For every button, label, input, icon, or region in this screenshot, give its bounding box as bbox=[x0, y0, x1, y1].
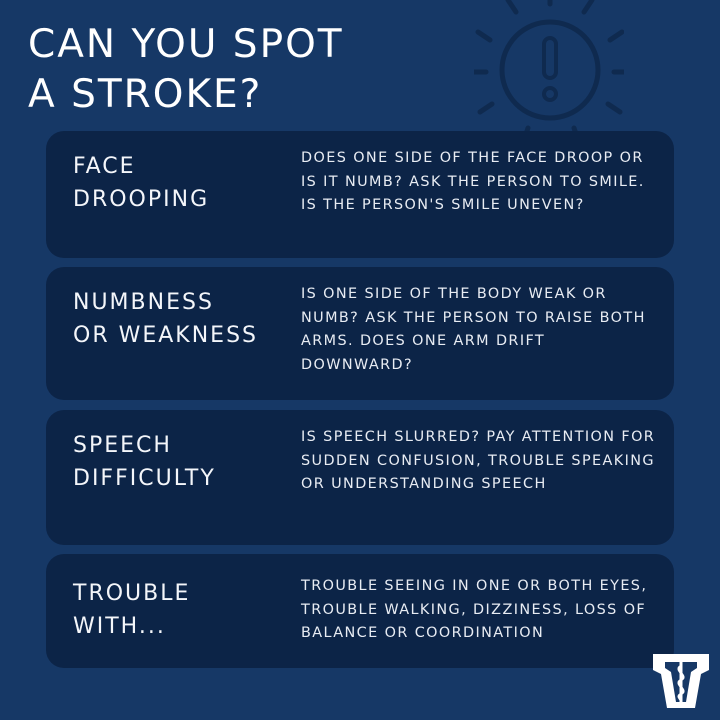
card-heading-line-1: TROUBLE bbox=[73, 581, 191, 606]
card-heading bbox=[73, 150, 273, 216]
title-line-1: CAN YOU SPOT bbox=[28, 22, 344, 67]
symptom-card-speech bbox=[46, 410, 674, 545]
card-heading-line-2: OR WEAKNESS bbox=[73, 323, 259, 348]
card-heading bbox=[73, 429, 273, 495]
symptom-card-face bbox=[46, 131, 674, 258]
page-title bbox=[28, 20, 344, 120]
card-heading-line-1: SPEECH bbox=[73, 433, 172, 458]
title-line-2: A STROKE? bbox=[28, 72, 263, 117]
card-description: IS SPEECH SLURRED? PAY ATTENTION FOR SUDDEN CONFUSION, TROUBLE SPEAKING OR UNDERSTANDING SPEECH bbox=[301, 429, 656, 492]
card-heading-line-1: FACE bbox=[73, 154, 136, 179]
symptom-card-numbness bbox=[46, 267, 674, 400]
card-heading-line-2: DROOPING bbox=[73, 187, 210, 212]
card-description: TROUBLE SEEING IN ONE OR BOTH EYES, TROUBLE WALKING, DIZZINESS, LOSS OF BALANCE OR COORDINATION bbox=[301, 578, 648, 641]
card-description: IS ONE SIDE OF THE BODY WEAK OR NUMB? ASK THE PERSON TO RAISE BOTH ARMS. DOES ONE ARM DRIFT DOWNWARD? bbox=[301, 286, 646, 373]
card-heading-line-2: DIFFICULTY bbox=[73, 466, 216, 491]
exclamation-sun-icon bbox=[474, 0, 624, 140]
keystone-caduceus-logo bbox=[651, 652, 711, 710]
symptom-card-trouble bbox=[46, 554, 674, 668]
card-heading bbox=[73, 286, 273, 352]
card-heading-line-1: NUMBNESS bbox=[73, 290, 214, 315]
card-heading bbox=[73, 577, 273, 643]
card-heading-line-2: WITH... bbox=[73, 614, 166, 639]
card-description: DOES ONE SIDE OF THE FACE DROOP OR IS IT NUMB? ASK THE PERSON TO SMILE. IS THE PERSON'S SMILE UNEVEN? bbox=[301, 150, 645, 213]
